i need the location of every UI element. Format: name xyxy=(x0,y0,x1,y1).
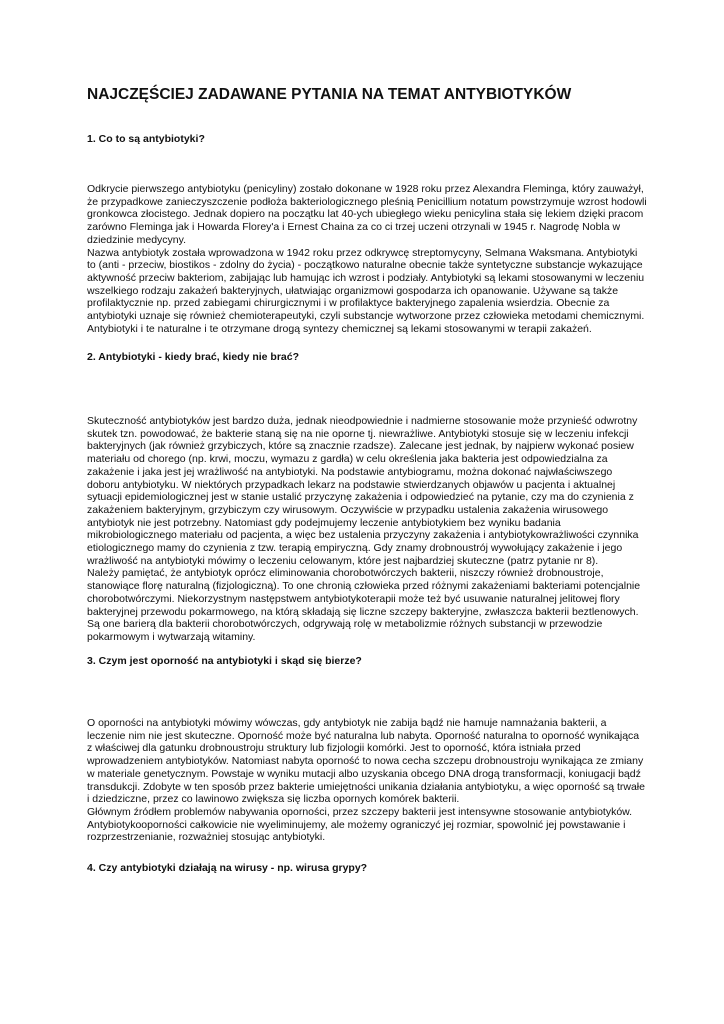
paragraph: O oporności na antybiotyki mówimy wówczas, gdy antybiotyk nie zabija bądź nie hamuje namnażania bakterii, a leczenie nim nie jest skuteczne. Oporność może być naturalna lub nabyta. Oporność naturalna to oporność wynikająca z właściwej dla gatunku drobnoustroju struktury lub fizjologii komórki. Jest to oporność, która istniała przed wprowadzeniem antybiotyków. Natomiast nabyta oporność to nowa cecha szczepu drobnoustroju wynikająca ze zmiany w materiale genetycznym. Powstaje w wyniku mutacji albo uzyskania obcego DNA drogą transformacji, koniugacji bądź transdukcji. Zdobyte w ten sposób przez bakterie umiejętności unikania działania antybiotyku, a więc oporność są trwałe i dziedziczne, przez co lawinowo zwiększa się liczba opornych komórek bakterii. xyxy=(87,717,645,806)
answer-body-1 xyxy=(87,183,647,335)
paragraph: Głównym źródłem problemów nabywania oporności, przez szczepy bakterii jest intensywne stosowanie antybiotyków. Antybiotykooporności całkowicie nie wyeliminujemy, ale możemy ograniczyć jej rozmiar, spowolnić jej powstawanie i rozprzestrzenianie, rozważniej stosując antybiotyki. xyxy=(87,805,633,844)
paragraph: Nazwa antybiotyk została wprowadzona w 1942 roku przez odkrywcę streptomycyny, Selmana Waksmana. Antybiotyki to (anti - przeciw, biostikos - zdolny do życia) - początkowo naturalne obecnie także syntetyczne substancje wykazujące aktywność przeciw bakteriom, zabijając lub hamując ich wzrost i podziały. Antybiotyki są lekami stosowanymi w leczeniu wszelkiego rodzaju zakażeń bakteryjnych, ułatwiając organizmowi gospodarza ich opanowanie. Używane są także profilaktycznie np. przed zabiegami chirurgicznymi i w profilaktyce bakteryjnego zapalenia wsierdzia. Obecnie za antybiotyki uznaje się również chemioterapeutyki, czyli substancje wytworzone przez człowieka metodami chemicznymi. Antybiotyki i te naturalne i te otrzymane drogą syntezy chemicznej są lekami stosowanymi w terapii zakażeń. xyxy=(87,246,645,335)
answer-body-2 xyxy=(87,415,647,644)
answer-body-3 xyxy=(87,717,647,844)
question-heading-3: 3. Czym jest oporność na antybiotyki i skąd się bierze? xyxy=(87,655,362,667)
question-heading-1: 1. Co to są antybiotyki? xyxy=(87,133,205,145)
document-title: NAJCZĘŚCIEJ ZADAWANE PYTANIA NA TEMAT ANTYBIOTYKÓW xyxy=(87,86,572,103)
paragraph: Skuteczność antybiotyków jest bardzo duża, jednak nieodpowiednie i nadmierne stosowanie może przynieść odwrotny skutek tzn. powodować, że bakterie staną się na nie oporne tj. niewrażliwe. Antybiotyki stosuje się w leczeniu infekcji bakteryjnych (jak również grzybiczych, które są znacznie rzadsze). Zalecane jest jednak, by najpierw wykonać posiew materiału od chorego (np. krwi, moczu, wymazu z gardła) w celu określenia jaka bakteria jest odpowiedzialna za zakażenie i jaka jest jej wrażliwość na antybiotyki. Na podstawie antybiogramu, można dokonać najwłaściwszego doboru antybiotyku. W niektórych przypadkach lekarz na podstawie stwierdzanych objawów u pacjenta i aktualnej sytuacji epidemiologicznej jest w stanie ustalić przyczynę zakażenia i odpowiedzieć na pytanie, czy ma do czynienia z zakażeniem bakteryjnym, grzybiczym czy wirusowym. Oczywiście w przypadku ustalenia zakażenia wirusowego antybiotyk nie jest potrzebny. Natomiast gdy podejmujemy leczenie antybiotykiem bez wyniku badania mikrobiologicznego materiału od pacjenta, a więc bez ustalenia przyczyny zakażenia i antybiotykowrażliwości czynnika etiologicznego mamy do czynienia z tzw. terapią empiryczną. Gdy znamy drobnoustrój wywołujący zakażenie i jego wrażliwość na antybiotyki mówimy o leczeniu celowanym, które jest najbardziej skuteczne (patrz pytanie nr 8). xyxy=(87,415,639,567)
question-heading-2: 2. Antybiotyki - kiedy brać, kiedy nie brać? xyxy=(87,351,300,363)
question-heading-4: 4. Czy antybiotyki działają na wirusy - np. wirusa grypy? xyxy=(87,862,368,874)
paragraph: Należy pamiętać, że antybiotyk oprócz eliminowania chorobotwórczych bakterii, niszczy również drobnoustroje, stanowiące florę naturalną (fizjologiczną). To one chronią człowieka przed różnymi zakażeniami bakteriami potencjalnie chorobotwórczymi. Niekorzystnym następstwem antybiotykoterapii może też być usuwanie naturalnej jelitowej flory bakteryjnej przewodu pokarmowego, na którą składają się liczne szczepy bakteryjne, zwłaszcza bakterii beztlenowych. Są one barierą dla bakterii chorobotwórczych, odgrywają rolę w metabolizmie różnych substancji w przewodzie pokarmowym i wytwarzają witaminy. xyxy=(87,567,641,643)
paragraph: Odkrycie pierwszego antybiotyku (penicyliny) zostało dokonane w 1928 roku przez Alexandra Fleminga, który zauważył, że przypadkowe zanieczyszczenie podłoża bakteriologicznego pleśnią Penicillium notatum powstrzymuje wzrost hodowli gronkowca złocistego. Jednak dopiero na początku lat 40-ych ubiegłego wieku penicylina stała się lekiem dzięki pracom zarówno Fleminga jak i Howarda Florey'a i Ernest Chaina za co ci trzej uczeni otrzynali w 1945 r. Nagrodę Nobla w dziedzinie medycyny. xyxy=(87,183,647,246)
